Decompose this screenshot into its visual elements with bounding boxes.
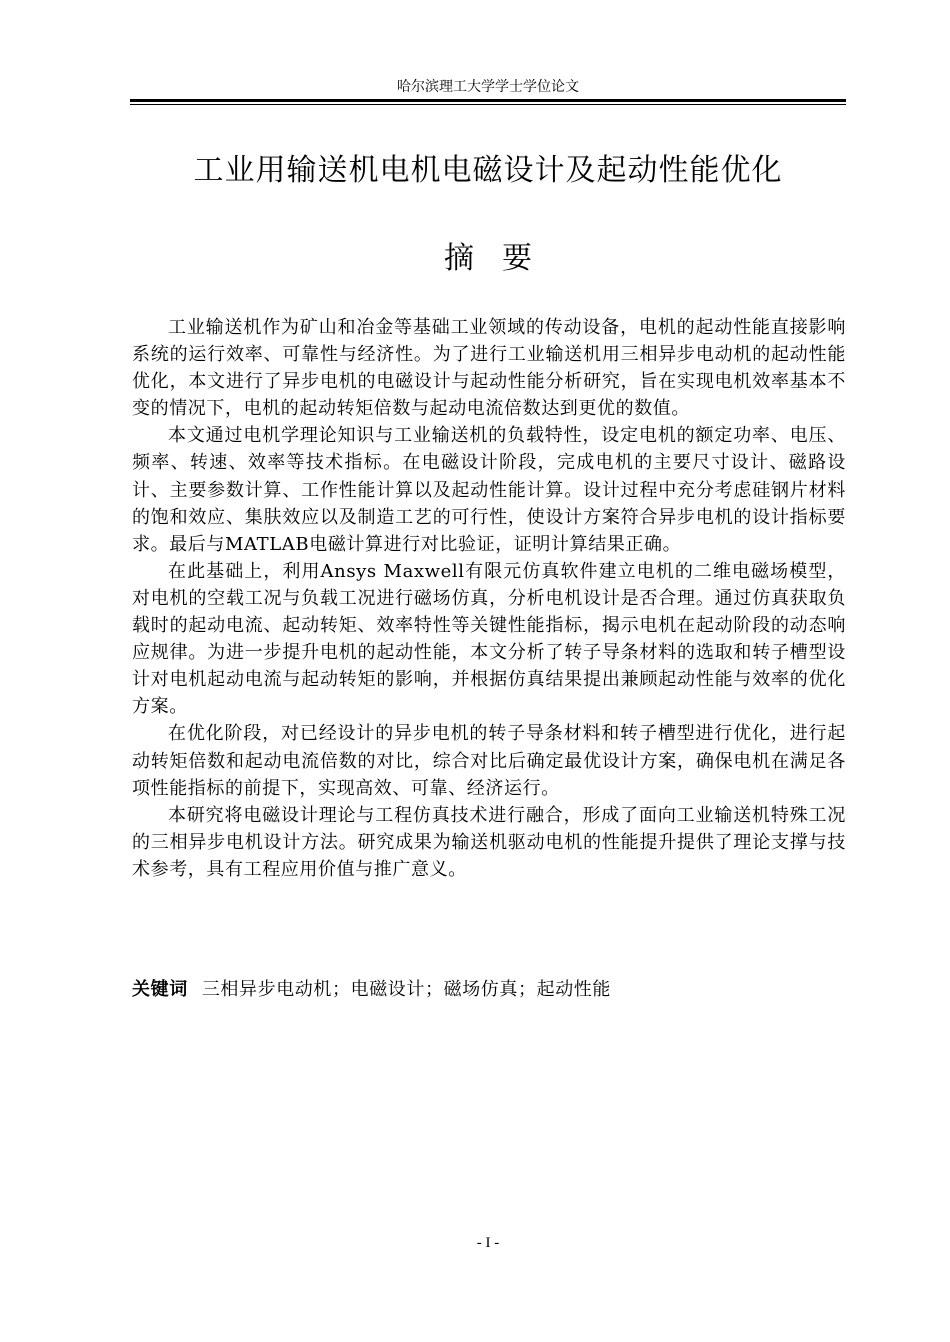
header-rule-thick (130, 99, 846, 102)
abstract-body (132, 314, 846, 883)
thesis-title: 工业用输送机电机电磁设计及起动性能优化 (193, 153, 783, 188)
keywords-text: 三相异步电动机；电磁设计；磁场仿真；起动性能 (201, 979, 612, 1000)
abstract-paragraph: 在此基础上，利用Ansys Maxwell有限元仿真软件建立电机的二维电磁场模型，对电机的空载工况与负载工况进行磁场仿真，分析电机设计是否合理。通过仿真获取负载时的起动电流、起动转矩、效率特性等关键性能指标，揭示电机在起动阶段的动态响应规律。为进一步提升电机的起动性能，本文分析了转子导条材料的选取和转子槽型设计对电机起动电流与起动转矩的影响，并根据仿真结果提出兼顾起动性能与效率的优化方案。 (132, 560, 846, 718)
abstract-heading: 摘要 (444, 241, 560, 276)
abstract-paragraph: 工业输送机作为矿山和冶金等基础工业领域的传动设备，电机的起动性能直接影响系统的运行效率、可靠性与经济性。为了进行工业输送机用三相异步电动机的起动性能优化，本文进行了异步电机的电磁设计与起动性能分析研究，旨在实现电机效率基本不变的情况下，电机的起动转矩倍数与起动电流倍数达到更优的数值。 (132, 317, 846, 420)
abstract-paragraph: 在优化阶段，对已经设计的异步电机的转子导条材料和转子槽型进行优化，进行起动转矩倍数和起动电流倍数的对比，综合对比后确定最优设计方案，确保电机在满足各项性能指标的前提下，实现高效、可靠、经济运行。 (132, 723, 846, 799)
abstract-paragraph: 本文通过电机学理论知识与工业输送机的负载特性，设定电机的额定功率、电压、频率、转速、效率等技术指标。在电磁设计阶段，完成电机的主要尺寸设计、磁路设计、主要参数计算、工作性能计算以及起动性能计算。设计过程中充分考虑硅钢片材料的饱和效应、集肤效应以及制造工艺的可行性，使设计方案符合异步电机的设计指标要求。最后与MATLAB电磁计算进行对比验证，证明计算结果正确。 (132, 425, 846, 555)
keywords-label: 关键词 (132, 979, 188, 1000)
header-rule-thin (130, 104, 846, 105)
running-header: 哈尔滨理工大学学士学位论文 (397, 80, 579, 95)
page-number: - I - (476, 1235, 500, 1251)
keywords-line (132, 976, 846, 1003)
abstract-paragraph: 本研究将电磁设计理论与工程仿真技术进行融合，形成了面向工业输送机特殊工况的三相异步电机设计方法。研究成果为输送机驱动电机的性能提升提供了理论支撑与技术参考，具有工程应用价值与推广意义。 (132, 804, 846, 880)
